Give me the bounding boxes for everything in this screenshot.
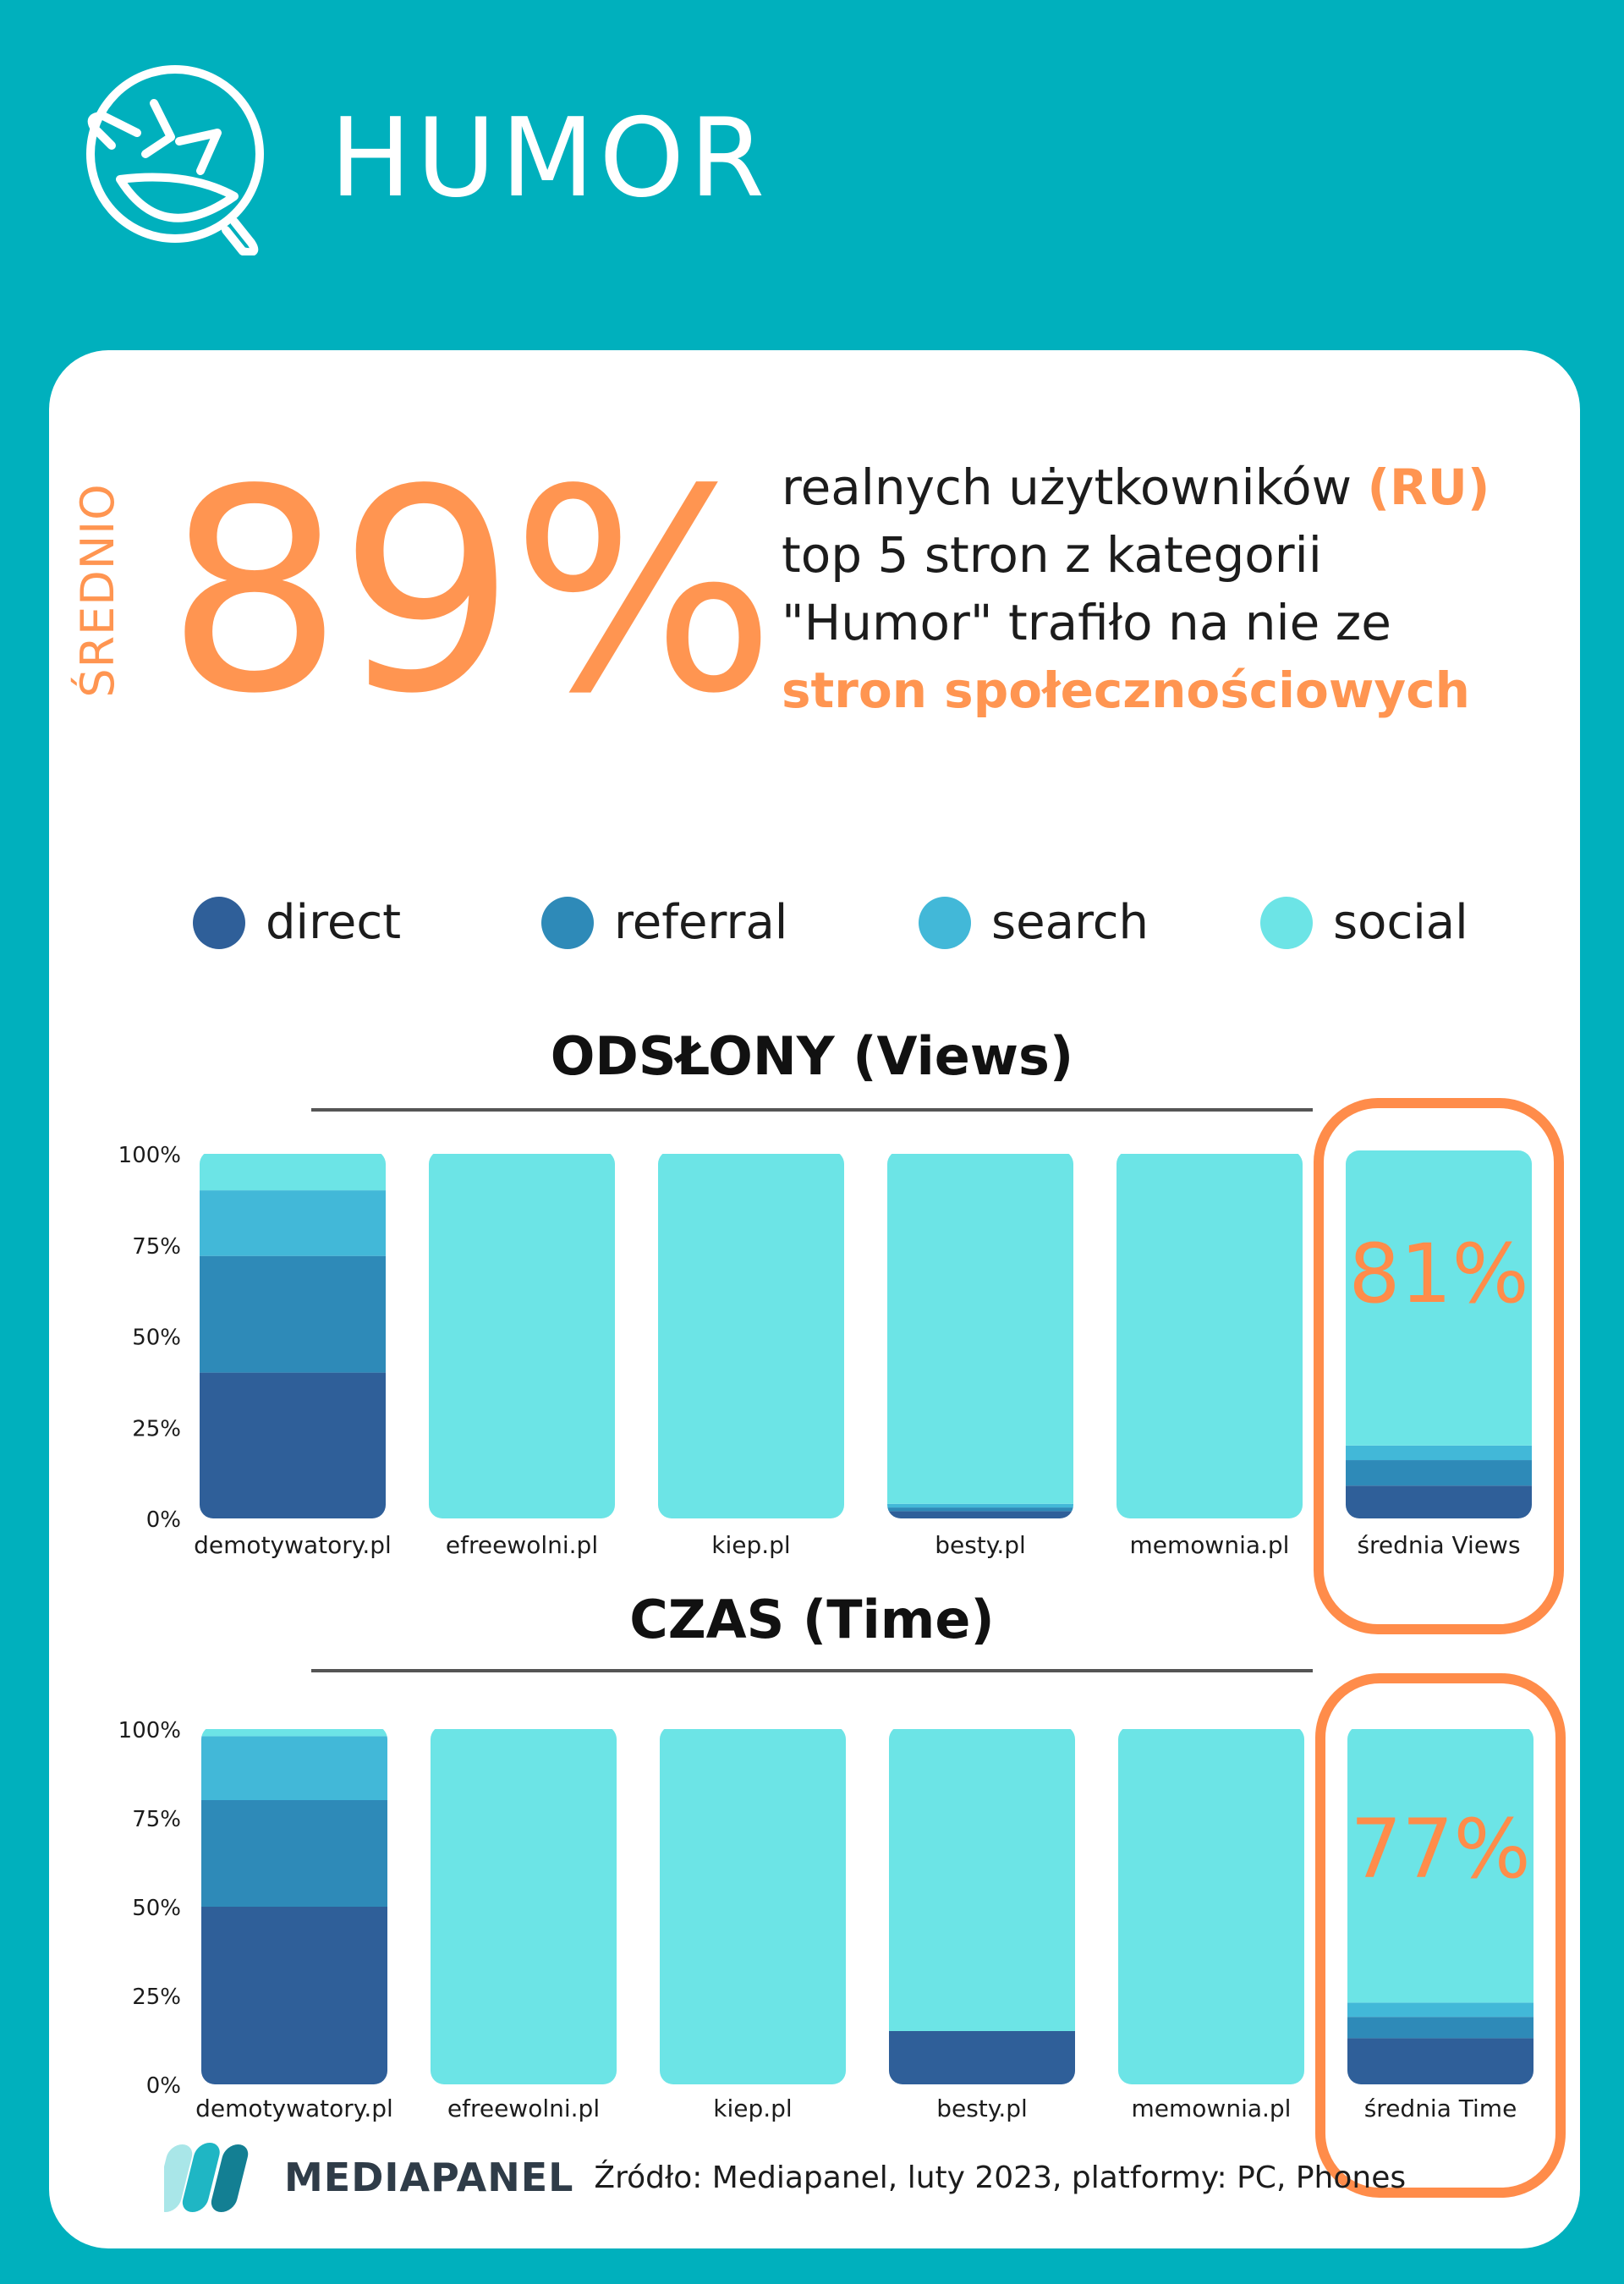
bar-segment-social (660, 1729, 846, 2084)
legend-label-social: social (1333, 895, 1468, 950)
bar-segment-social (201, 1729, 387, 1736)
y-tick-label: 0% (145, 1507, 181, 1533)
bar-segment-social (889, 1729, 1075, 2031)
x-tick-label: średnia Views (1357, 1531, 1521, 1559)
y-tick-label: 50% (132, 1896, 181, 1921)
headline-percent: 89% (166, 430, 771, 755)
y-tick-label: 100% (118, 1143, 181, 1168)
y-tick-label: 0% (145, 2073, 181, 2099)
bar-group (1118, 1729, 1304, 2084)
source-note: Źródło: Mediapanel, luty 2023, platformy: PC, Phones (594, 2160, 1407, 2195)
chart-title-views: ODSŁONY (Views) (550, 1025, 1074, 1087)
x-tick-label: demotywatory.pl (194, 1531, 392, 1559)
y-tick-label: 50% (132, 1325, 181, 1351)
legend-label-direct: direct (266, 895, 402, 950)
footer (164, 2144, 1406, 2211)
x-tick-label: kiep.pl (711, 1531, 791, 1559)
bar-segment-search (1347, 2002, 1533, 2017)
y-tick-label: 25% (132, 1985, 181, 2010)
desc-line3: "Humor" trafiło na nie ze (782, 594, 1391, 651)
y-tick-label: 100% (118, 1718, 181, 1743)
x-tick-label: demotywatory.pl (195, 2095, 393, 2122)
highlight-value: 77% (1350, 1802, 1531, 1897)
brand-name: MEDIAPANEL (284, 2155, 574, 2200)
mediapanel-logo-icon (164, 2139, 266, 2215)
bar-segment-social (431, 1729, 617, 2084)
chart-title-time: CZAS (Time) (629, 1589, 995, 1650)
bar-segment-search (201, 1736, 387, 1800)
x-tick-label: besty.pl (935, 1531, 1026, 1559)
legend-label-referral: referral (614, 895, 788, 950)
bar-group (1347, 1729, 1533, 2084)
x-tick-label: memownia.pl (1129, 1531, 1290, 1559)
x-tick-label: kiep.pl (713, 2095, 793, 2122)
desc-line2: top 5 stron z kategorii (782, 526, 1322, 584)
bar-group (660, 1729, 846, 2084)
x-tick-label: efreewolni.pl (447, 2095, 601, 2122)
x-tick-label: efreewolni.pl (445, 1531, 599, 1559)
x-tick-label: besty.pl (936, 2095, 1028, 2122)
bar-segment-direct (889, 2031, 1075, 2084)
x-tick-label: średnia Time (1363, 2095, 1517, 2122)
bar-group (889, 1729, 1075, 2084)
desc-line4-accent: stron społecznościowych (782, 662, 1470, 719)
legend-label-search: search (991, 895, 1149, 950)
bar-segment-direct (1347, 2038, 1533, 2084)
y-tick-label: 75% (132, 1233, 181, 1260)
highlight-value: 81% (1348, 1227, 1529, 1321)
bar-group (431, 1729, 617, 2084)
y-tick-label: 75% (132, 1807, 181, 1832)
page-title: HUMOR (330, 95, 771, 222)
bar-group (201, 1729, 387, 2084)
bar-segment-referral (201, 1800, 387, 1907)
desc-line1: realnych użytkowników (782, 458, 1352, 516)
y-tick-label: 25% (132, 1416, 181, 1442)
bar-segment-direct (201, 1907, 387, 2084)
bar-segment-social (1118, 1729, 1304, 2084)
srednio-label: ŚREDNIO (71, 483, 124, 698)
desc-line1-accent: (RU) (1367, 458, 1490, 516)
bar-segment-referral (1347, 2017, 1533, 2038)
x-tick-label: memownia.pl (1131, 2095, 1292, 2122)
